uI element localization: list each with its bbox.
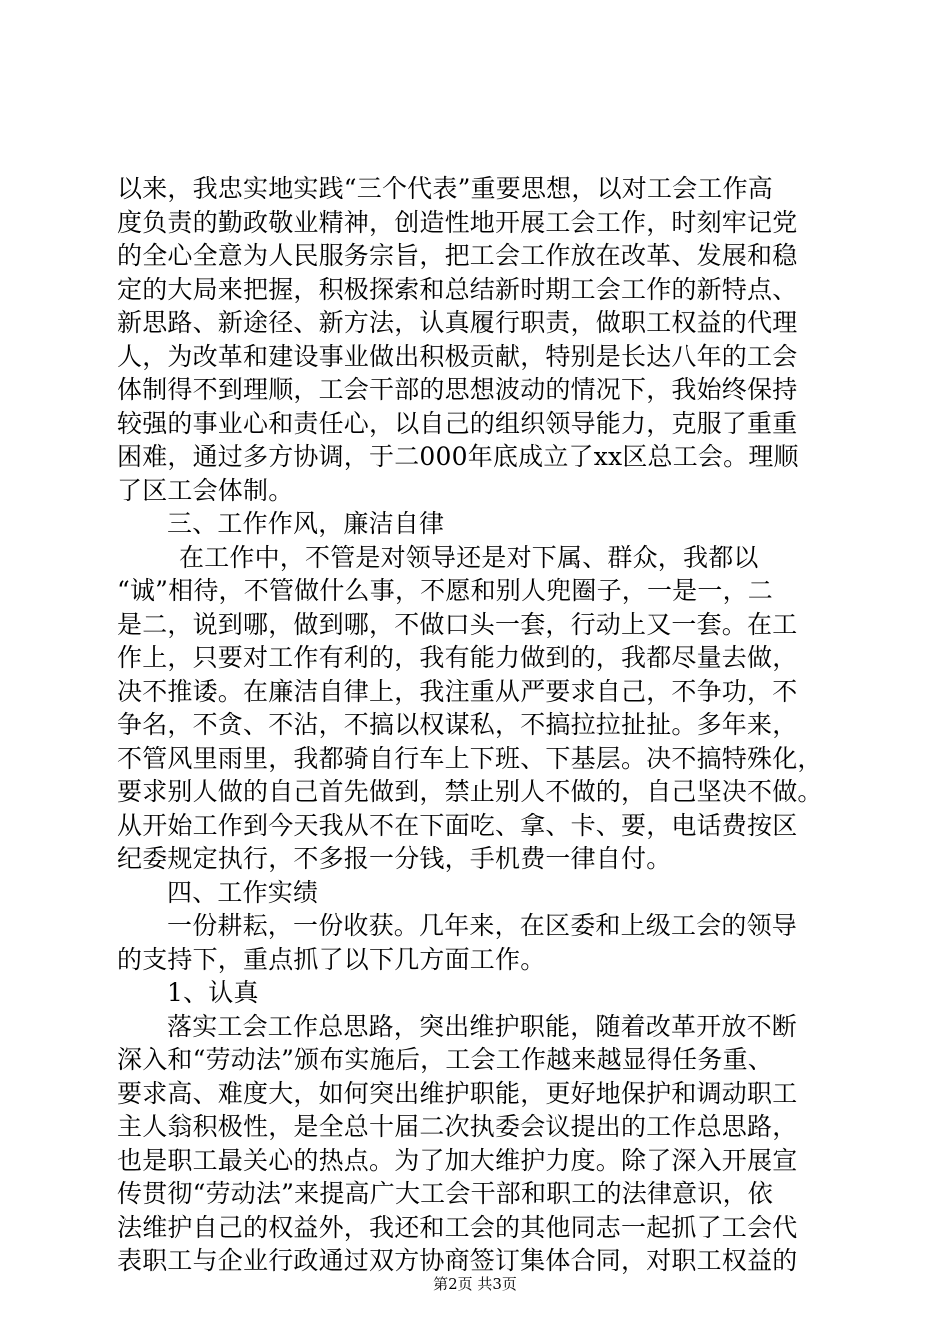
section-heading: 三、工作作风，廉洁自律 xyxy=(167,509,445,538)
text-line: 决不推诿。在廉洁自律上，我注重从严要求自己，不争功，不 xyxy=(117,676,798,706)
subsection-heading: 1、认真 xyxy=(167,978,259,1007)
text-line: 了区工会体制。 xyxy=(117,475,294,505)
text-line: 不管风里雨里，我都骑自行车上下班、下基层。决不搞特殊化， xyxy=(117,743,823,773)
text-line: “诚”相待，不管做什么事，不愿和别人兜圈子，一是一，二 xyxy=(117,576,773,605)
text-line: 作上，只要对工作有利的，我有能力做到的，我都尽量去做， xyxy=(117,643,798,672)
text-line: 法维护自己的权益外，我还和工会的其他同志一起抓了工会代 xyxy=(117,1212,798,1242)
text-line: 从开始工作到今天我从不在下面吃、拿、卡、要，电话费按区 xyxy=(117,810,798,840)
text-line: 主人翁积极性，是全总十届二次执委会议提出的工作总思路， xyxy=(117,1112,798,1141)
text-line: 人，为改革和建设事业做出积极贡献，特别是长达八年的工会 xyxy=(117,341,798,371)
text-line: 要求别人做的自己首先做到，禁止别人不做的，自己坚决不做。 xyxy=(117,777,823,806)
text-line: 传贯彻“劳动法”来提高广大工会干部和职工的法律意识，依 xyxy=(117,1179,773,1208)
text-line: 度负责的勤政敬业精神，创造性地开展工会工作，时刻牢记党 xyxy=(117,207,798,237)
text-line: 也是职工最关心的热点。为了加大维护力度。除了深入开展宣 xyxy=(117,1145,798,1175)
page-number-footer: 第2页 共3页 xyxy=(433,1275,517,1293)
body-text xyxy=(117,172,835,1278)
paragraph-start: 一份耕耘，一份收获。几年来，在区委和上级工会的领导 xyxy=(167,911,798,940)
text-line: 纪委规定执行，不多报一分钱，手机费一律自付。 xyxy=(117,844,672,873)
text-line: 体制得不到理顺，工会干部的思想波动的情况下，我始终保持 xyxy=(117,375,798,404)
text-line: 争名，不贪、不沾，不搞以权谋私，不搞拉拉扯扯。多年来， xyxy=(117,710,798,739)
text-line: 新思路、新途径、新方法，认真履行职责，做职工权益的代理 xyxy=(117,308,798,337)
text-line: 深入和“劳动法”颁布实施后，工会工作越来越显得任务重、 xyxy=(117,1045,773,1074)
text-line: 困难，通过多方协调，于二000年底成立了xx区总工会。理顺 xyxy=(117,442,799,471)
text-line: 的支持下，重点抓了以下几方面工作。 xyxy=(117,944,546,974)
section-heading: 四、工作实绩 xyxy=(167,877,319,907)
text-line: 要求高、难度大，如何突出维护职能，更好地保护和调动职工 xyxy=(117,1078,798,1108)
paragraph-start: 在工作中，不管是对领导还是对下属、群众，我都以 xyxy=(179,542,759,572)
paragraph-start: 落实工会工作总思路，突出维护职能，随着改革开放不断 xyxy=(167,1011,798,1041)
text-line: 是二，说到哪，做到哪，不做口头一套，行动上又一套。在工 xyxy=(117,609,798,639)
text-line: 定的大局来把握，积极探索和总结新时期工会工作的新特点、 xyxy=(117,274,798,304)
text-line: 的全心全意为人民服务宗旨，把工会工作放在改革、发展和稳 xyxy=(117,241,798,270)
text-line: 较强的事业心和责任心，以自己的组织领导能力，克服了重重 xyxy=(117,408,798,438)
text-line: 表职工与企业行政通过双方协商签订集体合同，对职工权益的 xyxy=(117,1246,798,1275)
text-line: 以来，我忠实地实践“三个代表”重要思想，以对工会工作高 xyxy=(117,174,773,203)
